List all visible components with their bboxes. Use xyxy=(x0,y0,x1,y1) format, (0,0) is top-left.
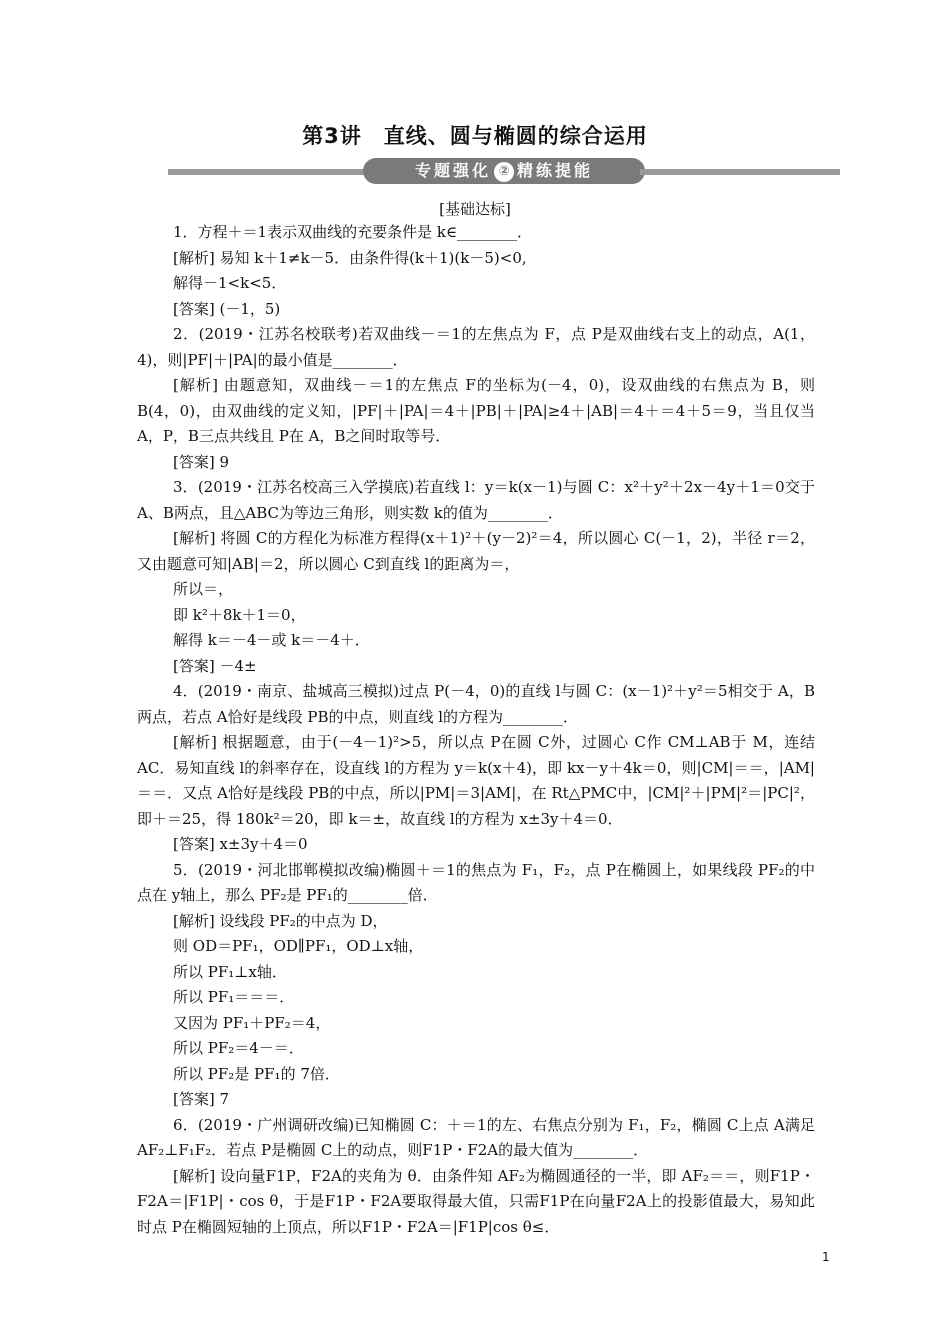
text-line: 3．(2019・江苏名校高三入学摸底)若直线 l：y＝k(x－1)与圆 C：x²＋y²＋2x－4y＋1＝0交于 A、B两点，且△ABC为等边三角形，则实数 k的值为________． xyxy=(137,478,815,522)
text-line: [答案] 9 xyxy=(173,452,230,471)
text-line: [解析] 易知 k＋1≠k－5．由条件得(k＋1)(k－5)<0, xyxy=(173,248,527,267)
text-line: 所以＝， xyxy=(173,580,234,598)
text-line: [答案] (－1，5) xyxy=(173,299,281,318)
text-line: [答案] x±3y＋4＝0 xyxy=(173,835,308,853)
topic-banner xyxy=(168,158,840,184)
text-line: 2．(2019・江苏名校联考)若双曲线－＝1的左焦点为 F，点 P是双曲线右支上的动点，A(1，4)，则|PF|＋|PA|的最小值是________． xyxy=(137,325,815,369)
text-line: 则 OD＝PF₁，OD∥PF₁，OD⊥x轴， xyxy=(173,937,424,955)
text-line: [解析] 根据题意，由于(－4－1)²>5，所以点 P在圆 C外，过圆心 C作 CM⊥AB于 M，连结 AC．易知直线 l的斜率存在，设直线 l的方程为 y＝k(x＋4)，即 kx－y＋4k＝0，则|CM|＝＝，|AM|＝＝．又点 A恰好是线段 PB的中点，所以|PM|＝3|AM|，在 Rt△PMC中，|CM|²＋|PM|²＝|PC|²，即＋＝25，得 180k²＝20，即 k＝±，故直线 l的方程为 x±3y＋4＝0． xyxy=(137,733,815,828)
text-line: 5．(2019・河北邯郸模拟改编)椭圆＋＝1的焦点为 F₁，F₂，点 P在椭圆上，如果线段 PF₂的中点在 y轴上，那么 PF₂是 PF₁的________倍． xyxy=(137,860,815,904)
text-line: 解得 k＝－4－或 k＝－4＋． xyxy=(173,631,370,649)
text-line: 4．(2019・南京、盐城高三模拟)过点 P(－4，0)的直线 l与圆 C：(x－1)²＋y²＝5相交于 A，B两点，若点 A恰好是线段 PB的中点，则直线 l的方程为________． xyxy=(137,682,815,726)
banner-right-text: 精练提能 xyxy=(517,161,594,180)
content-body xyxy=(137,220,815,1240)
banner-left-text: 专题强化 xyxy=(414,161,491,180)
text-line: [答案] 7 xyxy=(173,1090,230,1108)
text-line: [解析] 设线段 PF₂的中点为 D， xyxy=(173,911,388,930)
circle-two-icon: ② xyxy=(494,162,514,182)
text-line: [解析] 将圆 C的方程化为标准方程得(x＋1)²＋(y－2)²＝4，所以圆心 C(－1，2)，半径 r＝2，又由题意可知|AB|＝2，所以圆心 C到直线 l的距离为＝， xyxy=(137,529,815,573)
banner-right-bar xyxy=(640,169,840,175)
text-line: 1．方程＋＝1表示双曲线的充要条件是 k∈________． xyxy=(173,223,533,241)
text-line: 所以 PF₂＝4－＝． xyxy=(173,1039,304,1057)
banner-pill xyxy=(363,158,645,184)
text-line: 解得－1<k<5． xyxy=(173,274,287,292)
text-line: 6．(2019・广州调研改编)已知椭圆 C：＋＝1的左、右焦点分别为 F₁，F₂，椭圆 C上点 A满足 AF₂⊥F₁F₂．若点 P是椭圆 C上的动点，则F1P・F2A的最大值为________． xyxy=(137,1115,815,1159)
page-number: 1 xyxy=(822,1250,830,1264)
section-label: [基础达标] xyxy=(439,200,511,218)
text-line: [解析] 由题意知，双曲线－＝1的左焦点 F的坐标为(－4，0)，设双曲线的右焦点为 B，则 B(4，0)，由双曲线的定义知，|PF|＋|PA|＝4＋|PB|＋|PA|≥4＋|AB|＝4＋＝4＋5＝9，当且仅当 A，P，B三点共线且 P在 A，B之间时取等号． xyxy=(137,376,815,445)
text-line: 即 k²＋8k＋1＝0， xyxy=(173,605,306,624)
text-line: 所以 PF₁＝＝＝． xyxy=(173,988,295,1006)
text-line: 所以 PF₁⊥x轴． xyxy=(173,962,287,981)
banner-left-bar xyxy=(168,169,368,175)
lecture-title: 第3讲 直线、圆与椭圆的综合运用 xyxy=(302,124,648,148)
text-line: [解析] 设向量F1P，F2A的夹角为 θ．由条件知 AF₂为椭圆通径的一半，即 AF₂＝＝，则F1P・F2A＝|F1P|・cos θ，于是F1P・F2A要取得最大值，只需F1P在向量F2A上的投影值最大，易知此时点 P在椭圆短轴的上顶点，所以F1P・F2A＝|F1P|cos θ≤． xyxy=(137,1166,815,1236)
text-line: 所以 PF₂是 PF₁的 7倍． xyxy=(173,1064,340,1083)
text-line: 又因为 PF₁＋PF₂＝4， xyxy=(173,1013,331,1032)
text-line: [答案] －4± xyxy=(173,656,257,675)
